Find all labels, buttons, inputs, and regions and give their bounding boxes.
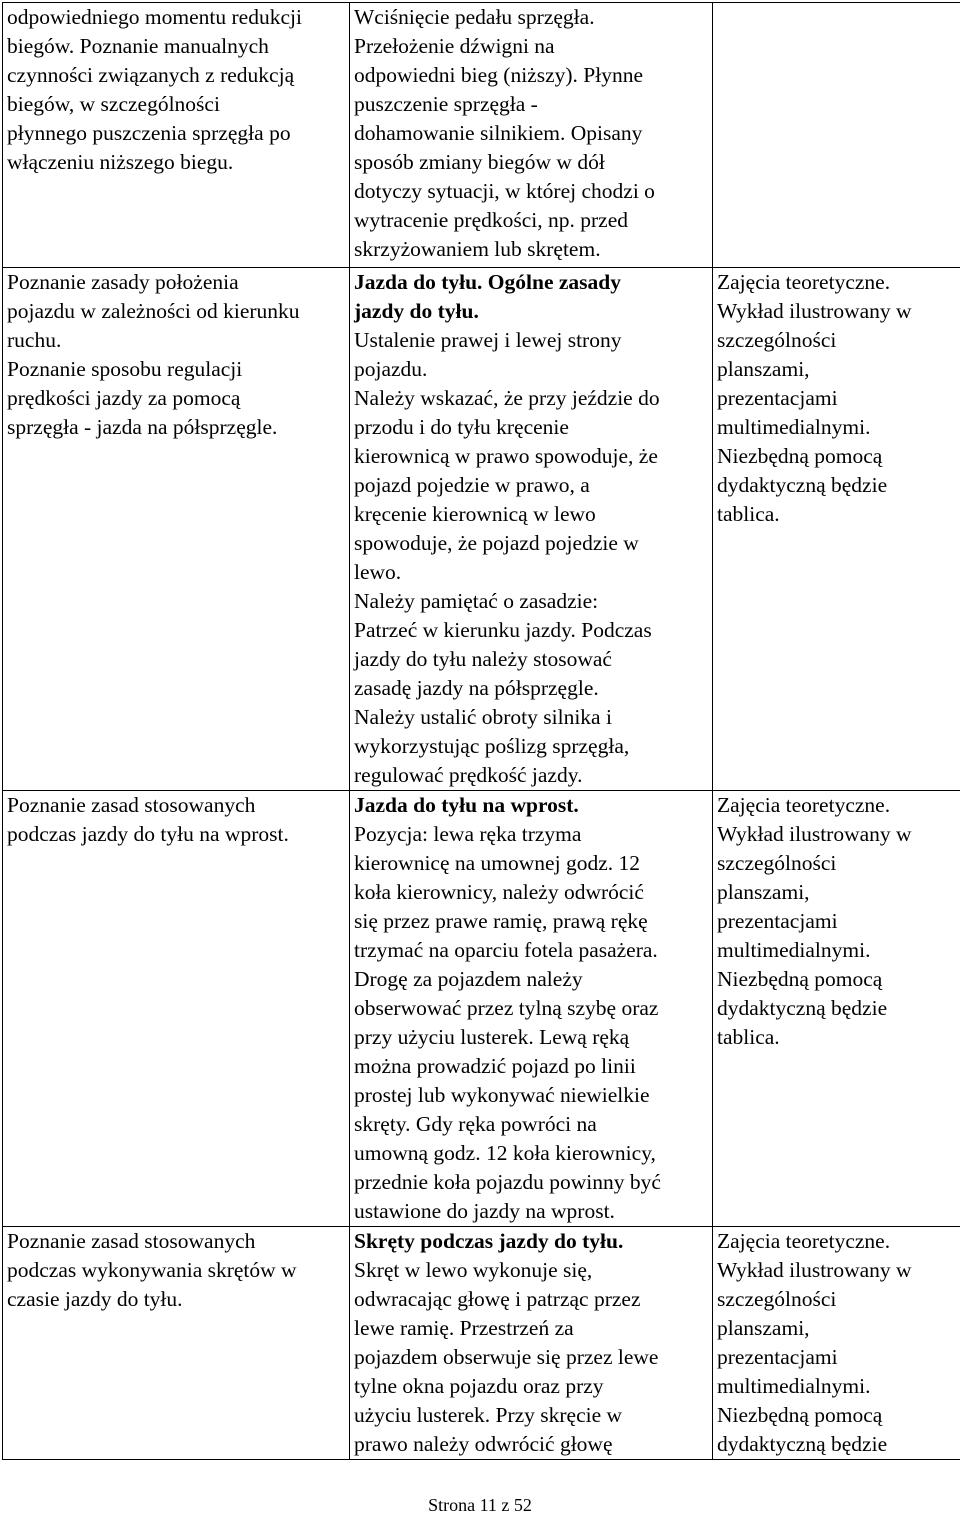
table-row: [3, 3, 960, 268]
section-heading-line: Jazda do tyłu. Ogólne zasady: [354, 270, 621, 294]
text-line: puszczenie sprzęgła -: [354, 92, 538, 116]
text-line: prawo należy odwrócić głowę: [354, 1432, 613, 1456]
text-line: lewo.: [354, 560, 402, 584]
text-line: Zajęcia teoretyczne.: [717, 1229, 891, 1253]
page-number: 11: [479, 1495, 497, 1515]
methods-cell: [713, 791, 960, 1227]
curriculum-table: [2, 2, 960, 1460]
text-line: tablica.: [717, 502, 780, 526]
text-line: odpowiedni bieg (niższy). Płynne: [354, 63, 644, 87]
text-line: szczególności: [717, 1287, 837, 1311]
text-line: włączeniu niższego biegu.: [7, 150, 234, 174]
text-line: Ustalenie prawej i lewej strony: [354, 328, 622, 352]
text-line: multimedialnymi.: [717, 938, 871, 962]
text-line: planszami,: [717, 1316, 810, 1340]
content-cell: [350, 791, 713, 1227]
table-row: [3, 1227, 960, 1460]
text-line: podczas wykonywania skrętów w: [7, 1258, 297, 1282]
text-line: dydaktyczną będzie: [717, 473, 888, 497]
text-line: biegów, w szczególności: [7, 92, 220, 116]
page-footer: [0, 1494, 960, 1516]
text-line: trzymać na oparciu fotela pasażera.: [354, 938, 658, 962]
text-line: Poznanie zasady położenia: [7, 270, 239, 294]
text-line: planszami,: [717, 357, 810, 381]
text-line: kierownicę na umownej godz. 12: [354, 851, 640, 875]
goals-cell: [3, 1227, 350, 1460]
text-line: przednie koła pojazdu powinny być: [354, 1170, 661, 1194]
goals-cell: [3, 791, 350, 1227]
text-line: Niezbędną pomocą: [717, 967, 883, 991]
page-label: Strona: [428, 1495, 480, 1515]
text-line: pojazdu.: [354, 357, 428, 381]
text-line: pojazdem obserwuje się przez lewe: [354, 1345, 659, 1369]
text-line: kierownicą w prawo spowoduje, że: [354, 444, 658, 468]
text-line: tylne okna pojazdu oraz przy: [354, 1374, 604, 1398]
text-line: prostej lub wykonywać niewielkie: [354, 1083, 650, 1107]
text-line: podczas jazdy do tyłu na wprost.: [7, 822, 289, 846]
text-line: umowną godz. 12 koła kierownicy,: [354, 1141, 656, 1165]
text-line: sposób zmiany biegów w dół: [354, 150, 605, 174]
text-line: dohamowanie silnikiem. Opisany: [354, 121, 643, 145]
text-line: Niezbędną pomocą: [717, 1403, 883, 1427]
text-line: spowoduje, że pojazd pojedzie w: [354, 531, 639, 555]
goals-cell: [3, 3, 350, 268]
text-line: Zajęcia teoretyczne.: [717, 270, 891, 294]
section-heading-line: Skręty podczas jazdy do tyłu.: [354, 1229, 624, 1253]
text-line: Wykład ilustrowany w: [717, 1258, 912, 1282]
text-line: prezentacjami: [717, 386, 838, 410]
text-line: dotyczy sytuacji, w której chodzi o: [354, 179, 655, 203]
text-line: lewe ramię. Przestrzeń za: [354, 1316, 574, 1340]
goals-cell: [3, 268, 350, 791]
text-line: prędkości jazdy za pomocą: [7, 386, 241, 410]
text-line: koła kierownicy, należy odwrócić: [354, 880, 644, 904]
text-line: Wciśnięcie pedału sprzęgła.: [354, 5, 595, 29]
text-line: pojazd pojedzie w prawo, a: [354, 473, 590, 497]
text-line: tablica.: [717, 1025, 780, 1049]
text-line: szczególności: [717, 851, 837, 875]
text-line: odwracając głowę i patrząc przez: [354, 1287, 641, 1311]
text-line: wykorzystując poślizg sprzęgła,: [354, 734, 630, 758]
methods-cell: [713, 3, 960, 268]
text-line: kręcenie kierownicą w lewo: [354, 502, 596, 526]
text-line: Należy pamiętać o zasadzie:: [354, 589, 599, 613]
text-line: użyciu lusterek. Przy skręcie w: [354, 1403, 623, 1427]
text-line: sprzęgła - jazda na półsprzęgle.: [7, 415, 278, 439]
text-line: multimedialnymi.: [717, 1374, 871, 1398]
methods-cell: [713, 268, 960, 791]
text-line: można prowadzić pojazd po linii: [354, 1054, 636, 1078]
text-line: obserwować przez tylną szybę oraz: [354, 996, 659, 1020]
text-line: dydaktyczną będzie: [717, 1432, 888, 1456]
page-separator: z: [496, 1495, 514, 1515]
text-line: się przez prawe ramię, prawą rękę: [354, 909, 648, 933]
text-line: przy użyciu lusterek. Lewą ręką: [354, 1025, 630, 1049]
text-line: Poznanie zasad stosowanych: [7, 1229, 256, 1253]
text-line: Skręt w lewo wykonuje się,: [354, 1258, 593, 1282]
text-line: multimedialnymi.: [717, 415, 871, 439]
text-line: Zajęcia teoretyczne.: [717, 793, 891, 817]
text-line: szczególności: [717, 328, 837, 352]
text-line: jazdy do tyłu należy stosować: [354, 647, 612, 671]
text-line: planszami,: [717, 880, 810, 904]
text-line: Drogę za pojazdem należy: [354, 967, 583, 991]
text-line: czynności związanych z redukcją: [7, 63, 295, 87]
page-total: 52: [513, 1495, 532, 1515]
text-line: prezentacjami: [717, 1345, 838, 1369]
table-row: [3, 791, 960, 1227]
text-line: wytracenie prędkości, np. przed: [354, 208, 629, 232]
text-line: odpowiedniego momentu redukcji: [7, 5, 302, 29]
text-line: zasadę jazdy na półsprzęgle.: [354, 676, 599, 700]
text-line: dydaktyczną będzie: [717, 996, 888, 1020]
text-line: Wykład ilustrowany w: [717, 299, 912, 323]
text-line: pojazdu w zależności od kierunku: [7, 299, 300, 323]
text-line: Wykład ilustrowany w: [717, 822, 912, 846]
text-line: Poznanie zasad stosowanych: [7, 793, 256, 817]
text-line: Niezbędną pomocą: [717, 444, 883, 468]
text-line: czasie jazdy do tyłu.: [7, 1287, 183, 1311]
text-line: ruchu.: [7, 328, 62, 352]
content-cell: [350, 3, 713, 268]
section-heading-line: jazdy do tyłu.: [354, 299, 479, 323]
text-line: biegów. Poznanie manualnych: [7, 34, 269, 58]
content-cell: [350, 1227, 713, 1460]
text-line: Poznanie sposobu regulacji: [7, 357, 243, 381]
section-heading-line: Jazda do tyłu na wprost.: [354, 793, 579, 817]
text-line: Należy ustalić obroty silnika i: [354, 705, 612, 729]
text-line: Należy wskazać, że przy jeździe do: [354, 386, 660, 410]
text-line: przodu i do tyłu kręcenie: [354, 415, 569, 439]
text-line: Przełożenie dźwigni na: [354, 34, 555, 58]
text-line: płynnego puszczenia sprzęgła po: [7, 121, 291, 145]
text-line: skrzyżowaniem lub skrętem.: [354, 237, 601, 261]
table-row: [3, 268, 960, 791]
text-line: Pozycja: lewa ręka trzyma: [354, 822, 582, 846]
text-line: prezentacjami: [717, 909, 838, 933]
text-line: skręty. Gdy ręka powróci na: [354, 1112, 597, 1136]
methods-cell: [713, 1227, 960, 1460]
text-line: ustawione do jazdy na wprost.: [354, 1199, 615, 1223]
content-cell: [350, 268, 713, 791]
text-line: Patrzeć w kierunku jazdy. Podczas: [354, 618, 652, 642]
text-line: regulować prędkość jazdy.: [354, 763, 583, 787]
